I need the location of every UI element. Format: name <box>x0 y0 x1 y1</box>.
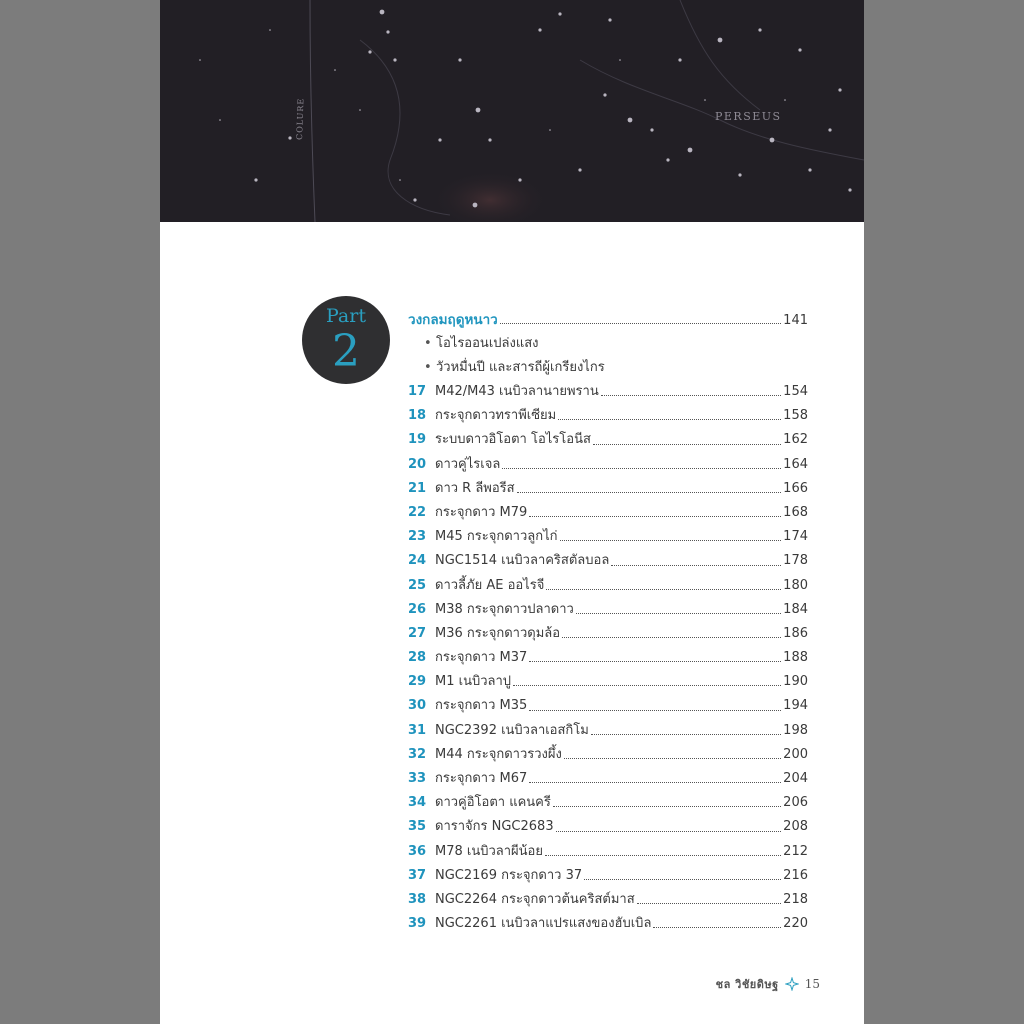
star-dot <box>666 158 669 161</box>
toc-entry-page: 164 <box>783 456 808 472</box>
toc-entry-page: 200 <box>783 746 808 762</box>
toc-leader-dots <box>591 733 781 735</box>
toc-entry-number: 26 <box>408 601 427 617</box>
toc-entry-page: 194 <box>783 698 808 714</box>
toc-entry-title: M42/M43 เนบิวลานายพราน <box>435 384 599 399</box>
toc-entry-title: M1 เนบิวลาปู <box>435 674 512 690</box>
toc-entry-number: 25 <box>408 577 427 593</box>
toc-entry-number: 36 <box>408 843 427 859</box>
bullet-icon: • <box>424 336 432 351</box>
toc-entry-number: 23 <box>408 529 427 545</box>
toc-entry-page: 162 <box>783 432 808 448</box>
toc-entry[interactable] <box>408 767 808 791</box>
toc-entry-title: M45 กระจุกดาวลูกไก่ <box>435 529 558 545</box>
toc-entry-page: 186 <box>783 625 808 641</box>
star-dot <box>269 29 271 31</box>
toc-entry-number: 30 <box>408 698 427 714</box>
star-dot <box>473 203 478 208</box>
star-dot <box>738 173 741 176</box>
toc-subitem[interactable] <box>408 332 808 356</box>
toc-entry-title: กระจุกดาวทราพีเซียม <box>435 408 557 424</box>
star-dot <box>386 30 389 33</box>
star-dot <box>438 138 441 141</box>
footer-author: ชล วิชัยดิษฐ <box>715 978 779 991</box>
toc-leader-dots <box>546 588 781 590</box>
star-dot <box>770 138 775 143</box>
toc-entry[interactable] <box>408 574 808 598</box>
part-badge <box>302 296 390 384</box>
map-label-colure: COLURE <box>295 97 306 141</box>
toc-entry[interactable] <box>408 428 808 452</box>
toc-entry[interactable] <box>408 743 808 767</box>
toc-leader-dots <box>611 564 781 566</box>
toc-entry-number: 19 <box>408 432 427 448</box>
toc-entry-page: 180 <box>783 577 808 593</box>
star-dot <box>603 93 606 96</box>
toc-entry-page: 178 <box>783 553 808 569</box>
toc-entry[interactable] <box>408 912 808 936</box>
star-dot <box>798 48 801 51</box>
toc-entry-number: 39 <box>408 916 427 932</box>
star-map-header-image <box>160 0 864 222</box>
toc-leader-dots <box>558 418 781 420</box>
star-dot <box>219 119 221 121</box>
toc-entry[interactable] <box>408 525 808 549</box>
toc-entry[interactable] <box>408 622 808 646</box>
toc-entry-number: 35 <box>408 819 427 835</box>
toc-entry[interactable] <box>408 694 808 718</box>
toc-entry-number: 24 <box>408 553 427 569</box>
toc-leader-dots <box>529 709 781 711</box>
star-dot <box>393 58 396 61</box>
star-dot <box>476 108 481 113</box>
toc-subitem-title: วัวหมื่นปี และสารถีผู้เกรียงไกร <box>436 360 605 375</box>
bullet-icon: • <box>424 360 432 375</box>
star-dot <box>359 109 361 111</box>
toc-leader-dots <box>529 660 781 662</box>
star-dot <box>334 69 336 71</box>
star-dot <box>558 12 561 15</box>
toc-section-heading[interactable] <box>408 308 808 332</box>
toc-entry-number: 27 <box>408 625 427 641</box>
toc-entry[interactable] <box>408 404 808 428</box>
toc-entry-title: กระจุกดาว M79 <box>435 504 528 520</box>
toc-heading-title: วงกลมฤดูหนาว <box>408 312 498 328</box>
toc-entry-title: กระจุกดาว M37 <box>435 650 528 666</box>
toc-entry-title: ระบบดาวอิโอตา โอไรโอนีส <box>435 432 591 448</box>
toc-entry-number: 17 <box>408 384 427 399</box>
colure-line <box>310 0 315 222</box>
toc-entry[interactable] <box>408 888 808 912</box>
toc-entry-page: 190 <box>783 674 808 690</box>
star-dot <box>628 118 633 123</box>
star-dot <box>828 128 831 131</box>
star-dot <box>368 50 371 53</box>
toc-leader-dots <box>564 757 781 759</box>
toc-entry-list <box>408 380 808 936</box>
star-dot <box>650 128 653 131</box>
star-dot <box>848 188 851 191</box>
toc-entry-page: 184 <box>783 601 808 617</box>
toc-entry[interactable] <box>408 477 808 501</box>
toc-entry-title: NGC2392 เนบิวลาเอสกิโม <box>435 722 589 738</box>
toc-leader-dots <box>553 805 781 807</box>
star-dot <box>288 136 291 139</box>
toc-entry-number: 20 <box>408 456 427 472</box>
map-label-perseus: PERSEUS <box>715 110 782 123</box>
star-dot <box>538 28 541 31</box>
toc-entry-number: 38 <box>408 891 427 907</box>
star-dot <box>518 178 521 181</box>
toc-entry-page: 206 <box>783 795 808 811</box>
toc-leader-dots <box>545 854 781 856</box>
toc-entry-page: 208 <box>783 819 808 835</box>
table-of-contents <box>408 308 808 936</box>
toc-entry-title: NGC2261 เนบิวลาแปรแสงของฮับเบิล <box>435 916 652 932</box>
toc-entry[interactable] <box>408 670 808 694</box>
star-dot <box>718 38 723 43</box>
toc-subitem[interactable] <box>408 356 808 380</box>
page-number: 15 <box>804 977 820 991</box>
star-dot <box>619 59 621 61</box>
star-dot <box>784 99 786 101</box>
toc-entry-page: 218 <box>783 891 808 907</box>
toc-leader-dots <box>500 322 781 324</box>
toc-entry[interactable] <box>408 791 808 815</box>
toc-entry[interactable] <box>408 840 808 864</box>
toc-leader-dots <box>517 491 782 493</box>
toc-leader-dots <box>556 830 782 832</box>
star-dot <box>688 148 693 153</box>
toc-entry[interactable] <box>408 815 808 839</box>
toc-entry-title: กระจุกดาว M35 <box>435 698 528 714</box>
toc-entry[interactable] <box>408 549 808 573</box>
star-dot <box>678 58 681 61</box>
toc-leader-dots <box>601 394 781 396</box>
toc-entry-title: M38 กระจุกดาวปลาดาว <box>435 601 574 617</box>
toc-entry-number: 18 <box>408 408 427 424</box>
toc-leader-dots <box>593 443 781 445</box>
toc-leader-dots <box>637 902 782 904</box>
toc-entry-number: 21 <box>408 480 427 496</box>
toc-leader-dots <box>529 781 781 783</box>
toc-entry-title: NGC2169 กระจุกดาว 37 <box>435 867 583 883</box>
star-ornament-icon <box>785 977 799 991</box>
toc-entry-page: 168 <box>783 504 808 520</box>
toc-entry[interactable] <box>408 598 808 622</box>
toc-entry-page: 198 <box>783 722 808 738</box>
star-dot <box>758 28 761 31</box>
toc-entry-title: M78 เนบิวลาผีน้อย <box>435 843 543 859</box>
star-dot <box>808 168 811 171</box>
star-dot <box>704 99 706 101</box>
star-dot <box>549 129 551 131</box>
nebula-glow <box>430 170 550 222</box>
toc-entry-title: ดาวคู่ไรเจล <box>435 456 501 472</box>
toc-entry-page: 220 <box>783 916 808 932</box>
toc-entry-title: ดาว R ลีพอรีส <box>435 480 515 496</box>
star-dot <box>199 59 201 61</box>
toc-leader-dots <box>653 926 781 928</box>
toc-entry-number: 31 <box>408 722 427 738</box>
toc-entry[interactable] <box>408 453 808 477</box>
toc-entry-page: 204 <box>783 771 808 786</box>
toc-entry-number: 22 <box>408 504 427 520</box>
toc-entry-title: M44 กระจุกดาวรวงผึ้ง <box>435 746 562 762</box>
toc-entry-number: 33 <box>408 771 427 786</box>
part-label: Part <box>326 305 366 327</box>
toc-entry-number: 29 <box>408 674 427 690</box>
toc-entry-number: 34 <box>408 795 427 811</box>
toc-entry-page: 188 <box>783 650 808 666</box>
toc-entry[interactable] <box>408 646 808 670</box>
star-dot <box>254 178 257 181</box>
toc-entry-title: NGC2264 กระจุกดาวต้นคริสต์มาส <box>435 891 635 907</box>
toc-leader-dots <box>584 878 781 880</box>
star-dot <box>578 168 581 171</box>
page-footer <box>716 975 820 993</box>
toc-entry-title: NGC1514 เนบิวลาคริสตัลบอล <box>435 553 610 569</box>
toc-entry[interactable] <box>408 380 808 404</box>
star-dot <box>838 88 841 91</box>
part-number: 2 <box>332 326 360 377</box>
toc-entry-number: 37 <box>408 867 427 883</box>
star-dot <box>608 18 611 21</box>
toc-entry-title: M36 กระจุกดาวดุมล้อ <box>435 625 561 641</box>
toc-leader-dots <box>560 539 782 541</box>
toc-entry-title: ดาราจักร NGC2683 <box>435 819 554 835</box>
toc-entry-title: กระจุกดาว M67 <box>435 771 528 786</box>
toc-leader-dots <box>529 515 781 517</box>
star-dot <box>399 179 401 181</box>
toc-leader-dots <box>576 612 781 614</box>
book-page <box>160 0 864 1024</box>
star-dot <box>380 10 385 15</box>
toc-entry-page: 212 <box>783 843 808 859</box>
toc-entry[interactable] <box>408 501 808 525</box>
toc-entry-page: 166 <box>783 480 808 496</box>
toc-leader-dots <box>562 636 781 638</box>
toc-entry-page: 216 <box>783 867 808 883</box>
toc-entry-number: 28 <box>408 650 427 666</box>
star-dot <box>488 138 491 141</box>
toc-entry[interactable] <box>408 864 808 888</box>
toc-entry-page: 158 <box>783 408 808 424</box>
constellation-boundary <box>680 0 760 110</box>
toc-subitem-title: โอไรออนเปล่งแสง <box>436 336 539 351</box>
toc-heading-page: 141 <box>783 313 808 328</box>
toc-entry-number: 32 <box>408 746 427 762</box>
star-dot <box>413 198 416 201</box>
star-map-illustration <box>160 0 864 222</box>
toc-entry[interactable] <box>408 719 808 743</box>
toc-entry-page: 174 <box>783 529 808 545</box>
toc-entry-title: ดาวคู่อิโอตา แคนครี <box>435 795 551 811</box>
toc-leader-dots <box>513 684 781 686</box>
toc-leader-dots <box>502 467 781 469</box>
toc-entry-title: ดาวลี้ภัย AE ออไรจี <box>435 577 545 593</box>
star-dot <box>458 58 461 61</box>
toc-entry-page: 154 <box>783 384 808 399</box>
